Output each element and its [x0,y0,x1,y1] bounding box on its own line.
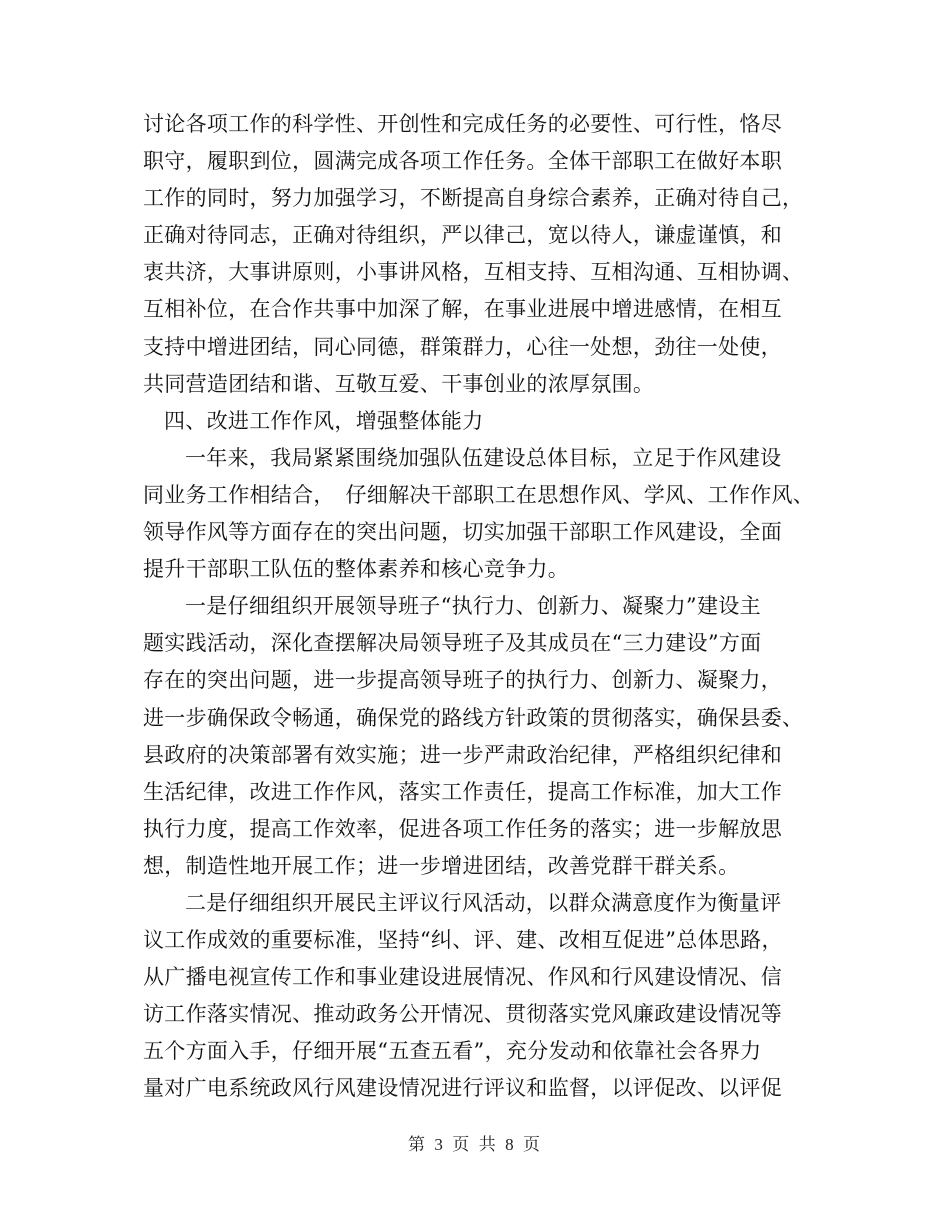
text-line: 互相补位，在合作共事中加深了解，在事业进展中增进感情，在相互 [143,297,782,322]
text-line: 讨论各项工作的科学性、开创性和完成任务的必要性、可行性，恪尽 [143,112,782,136]
page-footer [0,1130,950,1155]
text-line: 共同营造团结和谐、互敬互爱、干事创业的浓厚氛围。 [143,371,655,396]
text-line: 量对广电系统政风行风建设情况进行评议和监督，以评促改、以评促 [143,1076,782,1101]
text-line: 生活纪律，改进工作作风，落实工作责任，提高工作标准，加大工作 [143,779,782,804]
text-line: 工作的同时，努力加强学习，不断提高自身综合素养，正确对待自己， [143,186,804,211]
section-heading: 四、改进工作作风，增强整体能力 [164,408,484,433]
text-line: 衷共济，大事讲原则，小事讲风格，互相支持、互相沟通、互相协调、 [143,260,804,285]
text-line: 正确对待同志，正确对待组织，严以律己，宽以待人，谦虚谨慎，和 [143,223,782,248]
paragraph-start: 一年来，我局紧紧围绕加强队伍建设总体目标，立足于作风建设 [185,445,782,470]
footer-middle: 页 共 [452,1135,498,1155]
text-line: 五个方面入手，仔细开展“五查五看”，充分发动和依靠社会各界力 [143,1039,762,1064]
text-line: 领导作风等方面存在的突出问题，切实加强干部职工作风建设，全面 [143,520,782,545]
paragraph-start: 一是仔细组织开展领导班子“执行力、创新力、凝聚力”建设主 [185,594,761,619]
text-line: 想，制造性地开展工作；进一步增进团结，改善党群干群关系。 [143,853,740,878]
text-line: 存在的突出问题，进一步提高领导班子的执行力、创新力、凝聚力， [143,668,782,693]
paragraph-start: 二是仔细组织开展民主评议行风活动，以群众满意度作为衡量评 [185,890,782,915]
text-line: 职守，履职到位，圆满完成各项工作任务。全体干部职工在做好本职 [143,149,782,174]
text-line: 访工作落实情况、推动政务公开情况、贯彻落实党风廉政建设情况等 [143,1002,782,1027]
text-line: 支持中增进团结，同心同德，群策群力，心往一处想，劲往一处使， [143,334,782,359]
text-line: 提升干部职工队伍的整体素养和核心竞争力。 [143,557,569,582]
text-line: 议工作成效的重要标准，坚持“纠、评、建、改相互促进”总体思路， [143,928,783,953]
page-total: 8 [505,1135,516,1154]
body-text [143,106,823,1108]
text-line: 从广播电视宣传工作和事业建设进展情况、作风和行风建设情况、信 [143,965,782,990]
footer-suffix: 页 [523,1135,543,1155]
text-line: 县政府的决策部署有效实施；进一步严肃政治纪律，严格组织纪律和 [143,742,782,767]
page-number: 3 [434,1135,445,1154]
text-line: 同业务工作相结合， 仔细解决干部职工在思想作风、学风、工作作风、 [143,482,815,507]
footer-prefix: 第 [407,1135,427,1155]
text-line: 执行力度，提高工作效率，促进各项工作任务的落实；进一步解放思 [143,816,782,841]
text-line: 题实践活动，深化查摆解决局领导班子及其成员在“三力建设”方面 [143,631,762,656]
text-line: 进一步确保政令畅通，确保党的路线方针政策的贯彻落实，确保县委、 [143,705,804,730]
